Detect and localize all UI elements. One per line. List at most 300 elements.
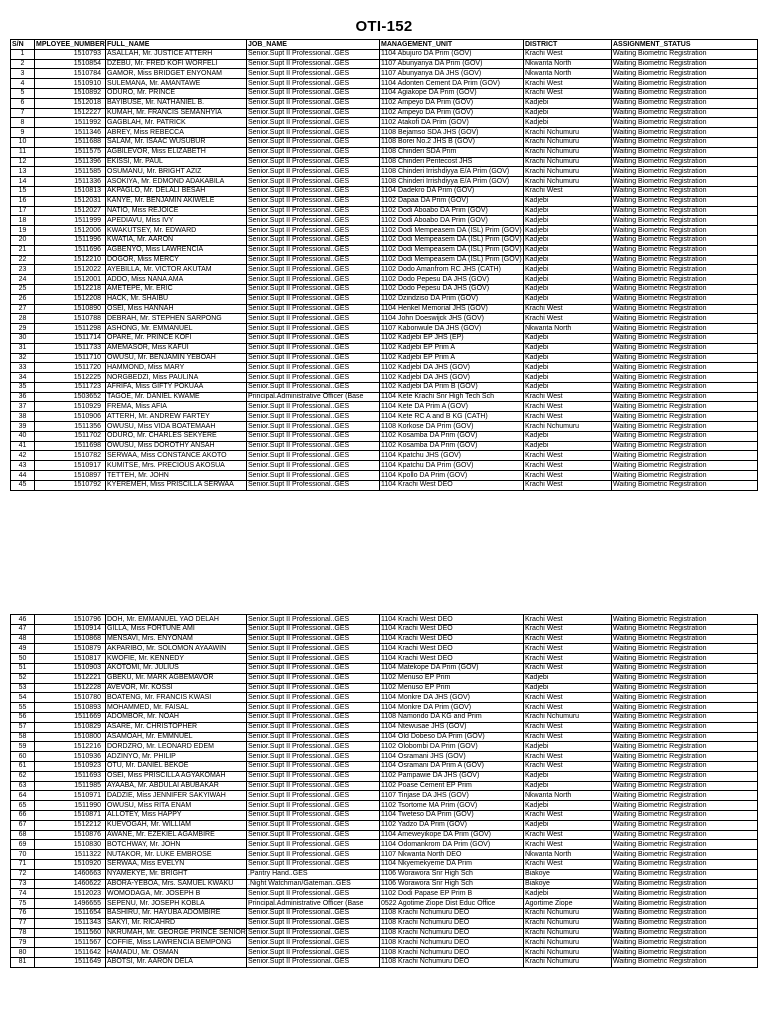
cell-full-name: ADOMBOR, Mr. NOAH <box>106 712 247 722</box>
cell-sn: 71 <box>11 859 35 869</box>
cell-management-unit: 1102 Kosamba DA Prim (GOV) <box>380 431 524 441</box>
cell-management-unit: 1102 Ampeyo DA Prim (GOV) <box>380 108 524 118</box>
cell-employee-number: 1511343 <box>35 918 106 928</box>
cell-employee-number: 1510782 <box>35 451 106 461</box>
cell-employee-number: 1512225 <box>35 373 106 383</box>
cell-employee-number: 1510929 <box>35 402 106 412</box>
cell-management-unit: 1104 Kete Krachi Snr High Tech Sch <box>380 392 524 402</box>
cell-management-unit: 1102 Dodi Mempeasem DA (ISL) Prim (GOV) <box>381 226 522 234</box>
cell-district: Krachi West <box>524 624 612 634</box>
cell-employee-number: 1511322 <box>35 850 106 860</box>
cell-assignment-status: Waiting Biometric Registration <box>612 781 758 791</box>
cell-full-name: TETTEH, Mr. JOHN <box>106 471 247 481</box>
table-row <box>11 373 758 383</box>
cell-district: Kadjebi <box>524 742 612 752</box>
cell-employee-number: 1510879 <box>35 644 106 654</box>
cell-employee-number: 1510914 <box>35 624 106 634</box>
cell-full-name: SERWAA, Miss CONSTANCE AKOTO <box>106 451 247 461</box>
cell-full-name: TAGOE, Mr. DANIEL KWAME <box>106 392 247 402</box>
cell-employee-number: 1510871 <box>35 810 106 820</box>
cell-job-name: Senior.Supt II Professional..GES <box>247 938 380 948</box>
cell-employee-number: 1511985 <box>35 781 106 791</box>
cell-full-name: BASHIRU, Mr. HAYUBA ADOMBIRE <box>106 908 247 918</box>
cell-job-name: Senior.Supt II Professional..GES <box>247 206 380 216</box>
cell-job-name: Senior.Supt II Professional..GES <box>247 480 380 490</box>
cell-full-name: ALLOTEY, Miss HAPPY <box>106 810 247 820</box>
header-job-name: JOB_NAME <box>247 40 380 50</box>
cell-assignment-status: Waiting Biometric Registration <box>612 363 758 373</box>
cell-management-unit: 1102 Menuso EP Prim <box>380 673 524 683</box>
cell-assignment-status: Waiting Biometric Registration <box>612 673 758 683</box>
cell-assignment-status: Waiting Biometric Registration <box>612 392 758 402</box>
table-row <box>11 98 758 108</box>
table-row <box>11 343 758 353</box>
cell-employee-number: 1511723 <box>35 382 106 392</box>
cell-district: Kadjebi <box>524 353 612 363</box>
cell-full-name: DORDZRO, Mr. LEONARD EDEM <box>106 742 247 752</box>
cell-full-name: ASOKIYA, Mr. EDMOND ADAKABILA <box>106 177 247 187</box>
cell-district: Nkwanta North <box>524 324 612 334</box>
table-row <box>11 167 758 177</box>
cell-full-name: AWANE, Mr. EZEKIEL AGAMBIRE <box>106 830 247 840</box>
cell-full-name: OSEI, Miss HANNAH <box>106 304 247 314</box>
table-row <box>11 879 758 889</box>
cell-sn: 43 <box>11 461 35 471</box>
cell-assignment-status: Waiting Biometric Registration <box>612 245 758 255</box>
cell-full-name: NYAMEKYE, Mr. BRIGHT <box>106 869 247 879</box>
cell-district: Kadjebi <box>524 373 612 383</box>
cell-management-unit: 1108 Namondo DA KG and Prim <box>380 712 524 722</box>
cell-job-name: Senior.Supt II Professional..GES <box>247 196 380 206</box>
cell-district: Nkwanta North <box>524 59 612 69</box>
cell-management-unit: 1104 Kete DA Prim A (GOV) <box>380 402 524 412</box>
cell-management-unit: 1102 Dodi Aboabo DA Prim (GOV) <box>380 216 524 226</box>
cell-job-name: Senior.Supt II Professional..GES <box>247 693 380 703</box>
table-row <box>11 294 758 304</box>
cell-sn: 60 <box>11 752 35 762</box>
cell-management-unit: 1102 Tsortome MA Prim (GOV) <box>380 801 524 811</box>
header-full-name: FULL_NAME <box>106 40 247 50</box>
cell-employee-number: 1510793 <box>35 49 106 59</box>
cell-job-name: Principal.Administrative Officer (Base <box>247 899 380 909</box>
cell-district: Kadjebi <box>524 673 612 683</box>
cell-sn: 67 <box>11 820 35 830</box>
cell-district: Krachi West <box>524 314 612 324</box>
cell-sn: 26 <box>11 294 35 304</box>
table-row <box>11 265 758 275</box>
cell-employee-number: 1511575 <box>35 147 106 157</box>
cell-management-unit: 1102 Olobombi DA Prim (GOV) <box>380 742 524 752</box>
cell-management-unit: 1104 Dadekro DA Prim (GOV) <box>380 186 524 196</box>
table-row <box>11 673 758 683</box>
table-row <box>11 693 758 703</box>
cell-job-name: Senior.Supt II Professional..GES <box>247 461 380 471</box>
cell-assignment-status: Waiting Biometric Registration <box>612 712 758 722</box>
cell-full-name: AMETEPE, Mr. ERIC <box>106 284 247 294</box>
cell-assignment-status: Waiting Biometric Registration <box>612 167 758 177</box>
cell-sn: 49 <box>11 644 35 654</box>
cell-district: Biakoye <box>524 879 612 889</box>
cell-employee-number: 1511336 <box>35 177 106 187</box>
cell-sn: 16 <box>11 196 35 206</box>
table-row <box>11 412 758 422</box>
cell-job-name: Senior.Supt II Professional..GES <box>247 177 380 187</box>
cell-assignment-status: Waiting Biometric Registration <box>612 275 758 285</box>
cell-sn: 17 <box>11 206 35 216</box>
cell-assignment-status: Waiting Biometric Registration <box>612 118 758 128</box>
cell-employee-number: 1511990 <box>35 801 106 811</box>
cell-assignment-status: Waiting Biometric Registration <box>612 324 758 334</box>
table-header-row <box>11 40 758 50</box>
table-row <box>11 928 758 938</box>
cell-full-name: EKISSI, Mr. PAUL <box>106 157 247 167</box>
table-row <box>11 235 758 245</box>
cell-management-unit: 1108 Borei No.2 JHS B (GOV) <box>380 137 524 147</box>
cell-district: Kadjebi <box>524 265 612 275</box>
cell-management-unit: 1104 Odomankrom DA Prim (GOV) <box>380 840 524 850</box>
cell-employee-number: 1510876 <box>35 830 106 840</box>
cell-district: Krachi West <box>524 663 612 673</box>
cell-management-unit: 1107 Abunyanya DA Prim (GOV) <box>380 59 524 69</box>
cell-employee-number: 1511642 <box>35 948 106 958</box>
cell-job-name: Principal.Administrative Officer (Base <box>247 392 380 402</box>
table-row <box>11 382 758 392</box>
cell-employee-number: 1512006 <box>35 226 106 236</box>
cell-employee-number: 1510910 <box>35 79 106 89</box>
table-row <box>11 128 758 138</box>
cell-assignment-status: Waiting Biometric Registration <box>612 59 758 69</box>
cell-job-name: Senior.Supt II Professional..GES <box>247 49 380 59</box>
cell-management-unit: 1102 Dodi Mempeasem DA (ISL) Prim (GOV) <box>381 246 522 254</box>
cell-full-name: KWOFIE, Mr. KENNEDY <box>106 654 247 664</box>
table-row <box>11 722 758 732</box>
cell-job-name: Senior.Supt II Professional..GES <box>247 284 380 294</box>
cell-full-name: OWUSU, Miss DOROTHY ANSAH <box>106 441 247 451</box>
cell-management-unit: 1104 Adonten Cement DA Prim (GOV) <box>380 79 524 89</box>
cell-district: Kadjebi <box>524 255 612 265</box>
cell-sn: 32 <box>11 353 35 363</box>
cell-full-name: AYEBILLA, Mr. VICTOR AKUTAM <box>106 265 247 275</box>
cell-management-unit: 1104 Krachi West DEO <box>380 615 524 625</box>
cell-full-name: KUMAH, Mr. FRANCIS SEMANHYIA <box>106 108 247 118</box>
cell-district: Kadjebi <box>524 275 612 285</box>
cell-full-name: ABREY, Miss REBECCA <box>106 128 247 138</box>
cell-district: Krachi Nchumuru <box>524 137 612 147</box>
cell-job-name: Senior.Supt II Professional..GES <box>247 957 380 967</box>
cell-employee-number: 1511356 <box>35 422 106 432</box>
cell-sn: 35 <box>11 382 35 392</box>
cell-full-name: AFRIFA, Miss GIFTY POKUAA <box>106 382 247 392</box>
cell-assignment-status: Waiting Biometric Registration <box>612 284 758 294</box>
cell-employee-number: 1510854 <box>35 59 106 69</box>
table-row <box>11 196 758 206</box>
table-row <box>11 324 758 334</box>
table-row <box>11 791 758 801</box>
cell-job-name: Senior.Supt II Professional..GES <box>247 830 380 840</box>
cell-assignment-status: Waiting Biometric Registration <box>612 402 758 412</box>
table-row <box>11 918 758 928</box>
cell-district: Kadjebi <box>524 801 612 811</box>
cell-sn: 23 <box>11 265 35 275</box>
cell-employee-number: 1512027 <box>35 206 106 216</box>
cell-assignment-status: Waiting Biometric Registration <box>612 461 758 471</box>
cell-assignment-status: Waiting Biometric Registration <box>612 869 758 879</box>
cell-full-name: ADDO, Miss NANA AMA <box>106 275 247 285</box>
cell-management-unit: 1104 Tweteso DA Prim (GOV) <box>380 810 524 820</box>
cell-sn: 21 <box>11 245 35 255</box>
cell-assignment-status: Waiting Biometric Registration <box>612 752 758 762</box>
cell-assignment-status: Waiting Biometric Registration <box>612 412 758 422</box>
cell-sn: 80 <box>11 948 35 958</box>
cell-full-name: ODURO, Mr. CHARLES SEKYERE <box>106 431 247 441</box>
cell-assignment-status: Waiting Biometric Registration <box>612 820 758 830</box>
cell-job-name: Senior.Supt II Professional..GES <box>247 791 380 801</box>
table-row <box>11 216 758 226</box>
cell-employee-number: 1510897 <box>35 471 106 481</box>
cell-sn: 52 <box>11 673 35 683</box>
cell-full-name: KWAKUTSEY, Mr. EDWARD <box>106 226 247 236</box>
cell-full-name: ASARE, Mr. CHRISTOPHER <box>106 722 247 732</box>
table-row <box>11 353 758 363</box>
cell-full-name: SALAM, Mr. ISAAC WUSUBUR <box>106 137 247 147</box>
cell-full-name: AKPARIBO, Mr. SOLOMON AYAAWIN <box>106 644 247 654</box>
cell-job-name: Senior.Supt II Professional..GES <box>247 451 380 461</box>
cell-assignment-status: Waiting Biometric Registration <box>612 147 758 157</box>
cell-full-name: BAYIBUSE, Mr. NATHANIEL B. <box>106 98 247 108</box>
cell-management-unit: 1104 Krachi West DEO <box>380 644 524 654</box>
cell-sn: 81 <box>11 957 35 967</box>
cell-assignment-status: Waiting Biometric Registration <box>612 634 758 644</box>
cell-district: Krachi West <box>524 402 612 412</box>
cell-employee-number: 1512018 <box>35 98 106 108</box>
cell-job-name: Senior.Supt II Professional..GES <box>247 761 380 771</box>
cell-employee-number: 1510906 <box>35 412 106 422</box>
cell-full-name: OWUSU, Miss RITA ENAM <box>106 801 247 811</box>
table-row <box>11 137 758 147</box>
cell-job-name: Senior.Supt II Professional..GES <box>247 742 380 752</box>
cell-district: Krachi West <box>524 634 612 644</box>
cell-sn: 7 <box>11 108 35 118</box>
cell-assignment-status: Waiting Biometric Registration <box>612 382 758 392</box>
cell-assignment-status: Waiting Biometric Registration <box>612 899 758 909</box>
cell-management-unit: 1106 Worawora Snr High Sch <box>380 879 524 889</box>
cell-job-name: Senior.Supt II Professional..GES <box>247 275 380 285</box>
table-row <box>11 908 758 918</box>
cell-sn: 24 <box>11 275 35 285</box>
cell-management-unit: 1108 Krachi Nchumuru DEO <box>380 908 524 918</box>
cell-employee-number: 1511720 <box>35 363 106 373</box>
cell-assignment-status: Waiting Biometric Registration <box>612 859 758 869</box>
cell-job-name: Senior.Supt II Professional..GES <box>247 186 380 196</box>
cell-job-name: Senior.Supt II Professional..GES <box>247 382 380 392</box>
table-row <box>11 899 758 909</box>
header-sn: S/N <box>11 40 35 50</box>
cell-sn: 47 <box>11 624 35 634</box>
cell-sn: 68 <box>11 830 35 840</box>
table-row <box>11 850 758 860</box>
cell-management-unit: 1102 Dodi Mempeasem DA (ISL) Prim (GOV) <box>381 256 522 264</box>
cell-sn: 72 <box>11 869 35 879</box>
cell-employee-number: 1503652 <box>35 392 106 402</box>
cell-district: Kadjebi <box>524 98 612 108</box>
cell-sn: 57 <box>11 722 35 732</box>
cell-full-name: DEBRAH, Mr. STEPHEN SARPONG <box>106 314 247 324</box>
cell-assignment-status: Waiting Biometric Registration <box>612 108 758 118</box>
cell-sn: 76 <box>11 908 35 918</box>
table-row <box>11 634 758 644</box>
cell-assignment-status: Waiting Biometric Registration <box>612 206 758 216</box>
cell-management-unit: 1104 Krachi West DEO <box>380 654 524 664</box>
cell-sn: 29 <box>11 324 35 334</box>
cell-management-unit: 1106 Worawora Snr High Sch <box>380 869 524 879</box>
cell-district: Krachi West <box>524 480 612 490</box>
cell-sn: 36 <box>11 392 35 402</box>
cell-full-name: ASALLAH, Mr. JUSTICE ATTERH <box>106 49 247 59</box>
table-row <box>11 830 758 840</box>
cell-employee-number: 1510796 <box>35 615 106 625</box>
cell-employee-number: 1511346 <box>35 128 106 138</box>
cell-employee-number: 1512208 <box>35 294 106 304</box>
cell-management-unit: 1102 Yadzo DA Prim (GOV) <box>380 820 524 830</box>
cell-job-name: Senior.Supt II Professional..GES <box>247 422 380 432</box>
cell-job-name: Senior.Supt II Professional..GES <box>247 324 380 334</box>
cell-sn: 15 <box>11 186 35 196</box>
table-row <box>11 392 758 402</box>
cell-assignment-status: Waiting Biometric Registration <box>612 791 758 801</box>
cell-sn: 64 <box>11 791 35 801</box>
cell-assignment-status: Waiting Biometric Registration <box>612 928 758 938</box>
cell-sn: 8 <box>11 118 35 128</box>
cell-assignment-status: Waiting Biometric Registration <box>612 850 758 860</box>
cell-employee-number: 1512031 <box>35 196 106 206</box>
cell-sn: 59 <box>11 742 35 752</box>
cell-employee-number: 1510792 <box>35 480 106 490</box>
table-row <box>11 761 758 771</box>
cell-management-unit: 1102 Dodo Pepesu DA JHS (GOV) <box>380 284 524 294</box>
cell-district: Krachi West <box>524 615 612 625</box>
cell-assignment-status: Waiting Biometric Registration <box>612 742 758 752</box>
table-row <box>11 752 758 762</box>
cell-management-unit: 1104 Old Dobeso DA Prim (GOV) <box>380 732 524 742</box>
cell-full-name: ABORA-YEBOA, Mrs. SAMUEL KWAKU <box>106 879 247 889</box>
table-row <box>11 422 758 432</box>
cell-sn: 30 <box>11 333 35 343</box>
cell-sn: 61 <box>11 761 35 771</box>
cell-employee-number: 1511992 <box>35 118 106 128</box>
cell-employee-number: 1510813 <box>35 186 106 196</box>
cell-job-name: Senior.Supt II Professional..GES <box>247 732 380 742</box>
cell-job-name: Senior.Supt II Professional..GES <box>247 137 380 147</box>
cell-management-unit: 1108 Korkose DA Prim (GOV) <box>380 422 524 432</box>
cell-sn: 27 <box>11 304 35 314</box>
cell-employee-number: 1510890 <box>35 304 106 314</box>
cell-management-unit: 1102 Dapaa DA Prim (GOV) <box>380 196 524 206</box>
cell-employee-number: 1510920 <box>35 859 106 869</box>
cell-job-name: Senior.Supt II Professional..GES <box>247 624 380 634</box>
cell-district: Krachi Nchumuru <box>524 938 612 948</box>
cell-district: Krachi Nchumuru <box>524 918 612 928</box>
cell-job-name: Senior.Supt II Professional..GES <box>247 712 380 722</box>
table-row <box>11 703 758 713</box>
table-row <box>11 69 758 79</box>
cell-job-name: Senior.Supt II Professional..GES <box>247 644 380 654</box>
cell-full-name: GAMOR, Miss BRIDGET ENYONAM <box>106 69 247 79</box>
cell-district: Kadjebi <box>524 333 612 343</box>
cell-assignment-status: Waiting Biometric Registration <box>612 69 758 79</box>
cell-job-name: Senior.Supt II Professional..GES <box>247 79 380 89</box>
cell-employee-number: 1512218 <box>35 284 106 294</box>
cell-employee-number: 1511698 <box>35 441 106 451</box>
cell-management-unit: 1102 Atakofi DA Prim (GOV) <box>380 118 524 128</box>
cell-management-unit: 1102 Dodi Mempeasem DA (ISL) Prim (GOV) <box>381 236 522 244</box>
cell-assignment-status: Waiting Biometric Registration <box>612 343 758 353</box>
table-row <box>11 471 758 481</box>
cell-job-name: Senior.Supt II Professional..GES <box>247 810 380 820</box>
cell-assignment-status: Waiting Biometric Registration <box>612 771 758 781</box>
cell-district: Kadjebi <box>524 363 612 373</box>
cell-sn: 73 <box>11 879 35 889</box>
cell-assignment-status: Waiting Biometric Registration <box>612 703 758 713</box>
cell-sn: 75 <box>11 899 35 909</box>
cell-district: Krachi West <box>524 49 612 59</box>
cell-employee-number: 1511693 <box>35 771 106 781</box>
cell-assignment-status: Waiting Biometric Registration <box>612 801 758 811</box>
cell-sn: 5 <box>11 88 35 98</box>
cell-full-name: FREMA, Miss AFIA <box>106 402 247 412</box>
cell-job-name: Senior.Supt II Professional..GES <box>247 615 380 625</box>
cell-management-unit: 1104 Kete RC A and B KG (CATH) <box>380 412 524 422</box>
cell-management-unit: 1102 Kadjebi EP JHS (EP) <box>380 333 524 343</box>
cell-assignment-status: Waiting Biometric Registration <box>612 830 758 840</box>
cell-job-name: Senior.Supt II Professional..GES <box>247 226 380 236</box>
cell-assignment-status: Waiting Biometric Registration <box>612 333 758 343</box>
cell-district: Krachi Nchumuru <box>524 128 612 138</box>
cell-job-name: Senior.Supt II Professional..GES <box>247 683 380 693</box>
cell-full-name: ATTERH, Mr. ANDREW FARTEY <box>106 412 247 422</box>
cell-full-name: HAMADU, Mr. OSMAN <box>106 948 247 958</box>
table-row <box>11 147 758 157</box>
cell-sn: 31 <box>11 343 35 353</box>
cell-assignment-status: Waiting Biometric Registration <box>612 196 758 206</box>
cell-employee-number: 1510868 <box>35 634 106 644</box>
cell-management-unit: 1104 Krachi West DEO <box>380 480 524 490</box>
cell-district: Krachi West <box>524 840 612 850</box>
cell-assignment-status: Waiting Biometric Registration <box>612 314 758 324</box>
cell-employee-number: 1512001 <box>35 275 106 285</box>
table-row <box>11 801 758 811</box>
table-row <box>11 781 758 791</box>
cell-sn: 22 <box>11 255 35 265</box>
table-row <box>11 840 758 850</box>
cell-district: Krachi West <box>524 732 612 742</box>
cell-district: Kadjebi <box>524 245 612 255</box>
cell-management-unit: 1104 Agiakope DA Prim (GOV) <box>380 88 524 98</box>
cell-employee-number: 1512212 <box>35 820 106 830</box>
cell-sn: 3 <box>11 69 35 79</box>
cell-employee-number: 1512221 <box>35 673 106 683</box>
cell-assignment-status: Waiting Biometric Registration <box>612 879 758 889</box>
cell-management-unit: 1102 Dodo Pepesu DA JHS (GOV) <box>380 275 524 285</box>
cell-management-unit: 1104 Henkel Memorial JHS (GOV) <box>380 304 524 314</box>
cell-full-name: OWUSU, Mr. BENJAMIN YEBOAH <box>106 353 247 363</box>
cell-employee-number: 1510817 <box>35 654 106 664</box>
table-row <box>11 431 758 441</box>
cell-job-name: Senior.Supt II Professional..GES <box>247 673 380 683</box>
cell-management-unit: 1104 Ameweyikope DA Prim (GOV) <box>380 830 524 840</box>
cell-assignment-status: Waiting Biometric Registration <box>612 840 758 850</box>
cell-district: Krachi West <box>524 830 612 840</box>
table-row <box>11 186 758 196</box>
